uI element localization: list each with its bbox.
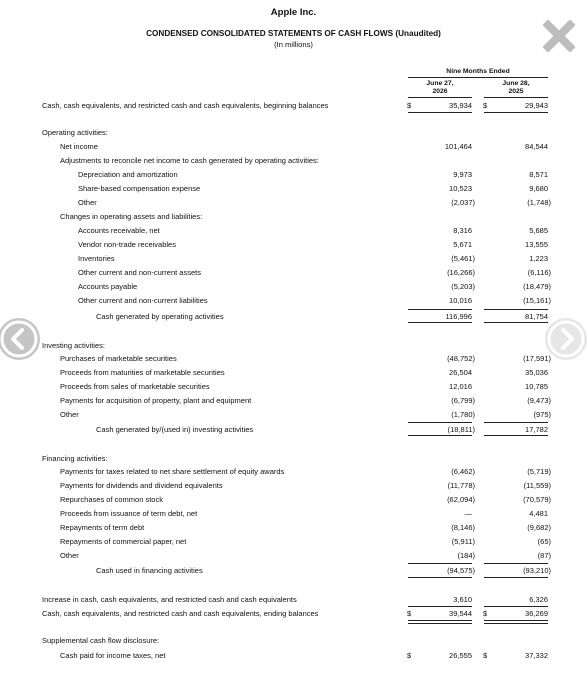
row-label: Repayments of term debt <box>60 523 145 532</box>
row-label: Repurchases of common stock <box>60 495 163 504</box>
table-row <box>0 396 587 409</box>
statement-subtitle: (In millions) <box>274 40 313 49</box>
currency-symbol: $ <box>407 609 412 618</box>
table-row <box>0 184 587 197</box>
chevron-left-icon <box>0 318 40 360</box>
table-row <box>0 651 587 664</box>
table-rule <box>484 309 548 310</box>
table-rule <box>408 309 472 310</box>
table-row <box>0 128 587 141</box>
value-2026: 10,016 <box>449 296 472 305</box>
table-row <box>0 382 587 395</box>
table-row <box>0 312 587 325</box>
row-label: Other current and non-current liabilities <box>78 296 208 305</box>
row-label: Purchases of marketable securities <box>60 354 177 363</box>
value-2025: (70,579) <box>523 495 551 504</box>
value-2026: (94,575) <box>447 566 475 575</box>
row-label: Net income <box>60 142 98 151</box>
row-label: Other <box>78 198 97 207</box>
table-row <box>0 198 587 211</box>
table-rule <box>484 422 548 423</box>
value-2025: (6,116) <box>527 268 551 277</box>
table-row <box>0 368 587 381</box>
company-name: Apple Inc. <box>270 7 317 18</box>
table-rule <box>484 606 548 607</box>
currency-symbol: $ <box>407 651 412 660</box>
table-rule <box>408 620 472 624</box>
value-2026: 35,934 <box>449 101 472 110</box>
row-label: Other current and non-current assets <box>78 268 201 277</box>
previous-page-button[interactable] <box>0 318 40 360</box>
table-row <box>0 495 587 508</box>
value-2025: 35,036 <box>525 368 548 377</box>
value-2026: (2,037) <box>451 198 475 207</box>
column-header-2025: June 28, 2025 <box>484 80 548 98</box>
value-2025: (5,719) <box>527 467 551 476</box>
value-2025: 6,326 <box>529 595 548 604</box>
value-2026: (184) <box>457 551 475 560</box>
value-2025: 81,754 <box>525 312 548 321</box>
table-rule <box>484 112 548 113</box>
table-row <box>0 537 587 550</box>
value-2026: (48,752) <box>447 354 475 363</box>
row-label: Investing activities: <box>42 341 105 350</box>
table-rule <box>408 435 472 436</box>
row-label: Share-based compensation expense <box>78 184 201 193</box>
value-2026: 5,671 <box>453 240 472 249</box>
value-2026: 3,610 <box>453 595 472 604</box>
value-2026: 26,504 <box>449 368 472 377</box>
row-label: Accounts receivable, net <box>78 226 160 235</box>
value-2026: 39,544 <box>449 609 472 618</box>
value-2026: (5,203) <box>451 282 475 291</box>
currency-symbol: $ <box>483 101 488 110</box>
row-label: Operating activities: <box>42 128 108 137</box>
close-x-icon <box>543 20 575 52</box>
value-2026: 12,016 <box>449 382 472 391</box>
value-2025: 13,555 <box>525 240 548 249</box>
value-2026: 9,973 <box>453 170 472 179</box>
value-2026: 10,523 <box>449 184 472 193</box>
table-row <box>0 170 587 183</box>
value-2025: (15,161) <box>523 296 551 305</box>
table-row <box>0 636 587 649</box>
table-row <box>0 142 587 155</box>
value-2026: (5,911) <box>451 537 475 546</box>
row-label: Payments for taxes related to net share settlement of equity awards <box>60 467 285 476</box>
row-label: Inventories <box>78 254 115 263</box>
table-row <box>0 240 587 253</box>
value-2026: (11,778) <box>447 481 475 490</box>
table-row <box>0 425 587 438</box>
table-rule <box>484 577 548 578</box>
row-label: Vendor non-trade receivables <box>78 240 176 249</box>
close-button[interactable] <box>543 20 575 52</box>
column-header-2026: June 27, 2026 <box>408 80 472 98</box>
row-label: Adjustments to reconcile net income to cash generated by operating activities: <box>60 156 319 165</box>
value-2026: 8,316 <box>453 226 472 235</box>
row-label: Cash generated by/(used in) investing activities <box>96 425 254 434</box>
row-label: Proceeds from maturities of marketable securities <box>60 368 225 377</box>
row-label: Repayments of commercial paper, net <box>60 537 187 546</box>
currency-symbol: $ <box>483 651 488 660</box>
table-row <box>0 467 587 480</box>
statement-title: CONDENSED CONSOLIDATED STATEMENTS OF CASH FLOWS (Unaudited) <box>146 29 441 38</box>
table-row <box>0 212 587 225</box>
value-2026: 101,464 <box>444 142 472 151</box>
value-2025: 8,571 <box>529 170 548 179</box>
row-label: Depreciation and amortization <box>78 170 178 179</box>
value-2025: 5,685 <box>529 226 548 235</box>
value-2026: (6,799) <box>451 396 475 405</box>
table-rule <box>484 620 548 624</box>
value-2026: (6,462) <box>451 467 475 476</box>
period-header: Nine Months Ended <box>408 68 548 78</box>
value-2026: (5,461) <box>451 254 475 263</box>
table-row <box>0 354 587 367</box>
table-rule <box>408 322 472 323</box>
value-2025: (17,591) <box>523 354 551 363</box>
value-2026: 116,996 <box>445 312 472 321</box>
row-label: Accounts payable <box>78 282 138 291</box>
value-2025: (11,559) <box>523 481 551 490</box>
value-2026: (16,266) <box>447 268 475 277</box>
table-rule <box>484 563 548 564</box>
row-label: Changes in operating assets and liabilities: <box>60 212 203 221</box>
table-row <box>0 523 587 536</box>
value-2025: 84,544 <box>525 142 548 151</box>
row-label: Proceeds from sales of marketable securities <box>60 382 210 391</box>
row-label: Increase in cash, cash equivalents, and restricted cash and cash equivalents <box>42 595 297 604</box>
value-2025: (18,479) <box>523 282 551 291</box>
value-2025: 17,782 <box>525 425 548 434</box>
table-rule <box>408 563 472 564</box>
value-2025: (9,682) <box>527 523 551 532</box>
row-label: Other <box>60 410 79 419</box>
row-label: Supplemental cash flow disclosure: <box>42 636 160 645</box>
table-row <box>0 481 587 494</box>
value-2025: 1,223 <box>529 254 548 263</box>
next-page-button[interactable] <box>545 318 587 360</box>
table-rule <box>484 322 548 323</box>
row-label: Proceeds from issuance of term debt, net <box>60 509 198 518</box>
table-row <box>0 509 587 522</box>
table-row <box>0 254 587 267</box>
table-row <box>0 454 587 467</box>
value-2025: (975) <box>533 410 551 419</box>
table-rule <box>408 577 472 578</box>
value-2025: 29,943 <box>525 101 548 110</box>
value-2025: (93,210) <box>523 566 551 575</box>
value-2025: 10,785 <box>525 382 548 391</box>
value-2025: 4,481 <box>529 509 548 518</box>
table-rule <box>408 422 472 423</box>
row-label: Payments for acquisition of property, plant and equipment <box>60 396 252 405</box>
currency-symbol: $ <box>483 609 488 618</box>
table-rule <box>484 435 548 436</box>
value-2025: (87) <box>537 551 551 560</box>
value-2025: (9,473) <box>527 396 551 405</box>
row-label: Financing activities: <box>42 454 108 463</box>
value-2025: 9,680 <box>529 184 548 193</box>
value-2026: (18,811) <box>447 425 475 434</box>
row-label: Cash used in financing activities <box>96 566 203 575</box>
value-2025: (65) <box>537 537 551 546</box>
row-label: Payments for dividends and dividend equivalents <box>60 481 223 490</box>
table-rule <box>408 112 472 113</box>
value-2026: (1,780) <box>451 410 475 419</box>
value-2025: 36,269 <box>525 609 548 618</box>
value-2025: 37,332 <box>525 651 548 660</box>
table-row <box>0 156 587 169</box>
table-row <box>0 341 587 354</box>
row-label: Cash paid for income taxes, net <box>60 651 166 660</box>
table-row <box>0 226 587 239</box>
row-label: Cash, cash equivalents, and restricted cash and cash equivalents, beginning balances <box>42 101 329 110</box>
value-2025: (1,748) <box>527 198 551 207</box>
row-label: Cash generated by operating activities <box>96 312 224 321</box>
table-rule <box>408 606 472 607</box>
table-row <box>0 296 587 309</box>
value-2026: (8,146) <box>451 523 475 532</box>
row-label: Other <box>60 551 79 560</box>
value-2026: 26,555 <box>449 651 472 660</box>
value-2026: — <box>464 509 472 518</box>
currency-symbol: $ <box>407 101 412 110</box>
table-row <box>0 282 587 295</box>
value-2026: (62,094) <box>447 495 475 504</box>
row-label: Cash, cash equivalents, and restricted cash and cash equivalents, ending balances <box>42 609 319 618</box>
table-row <box>0 268 587 281</box>
chevron-right-icon <box>545 318 587 360</box>
